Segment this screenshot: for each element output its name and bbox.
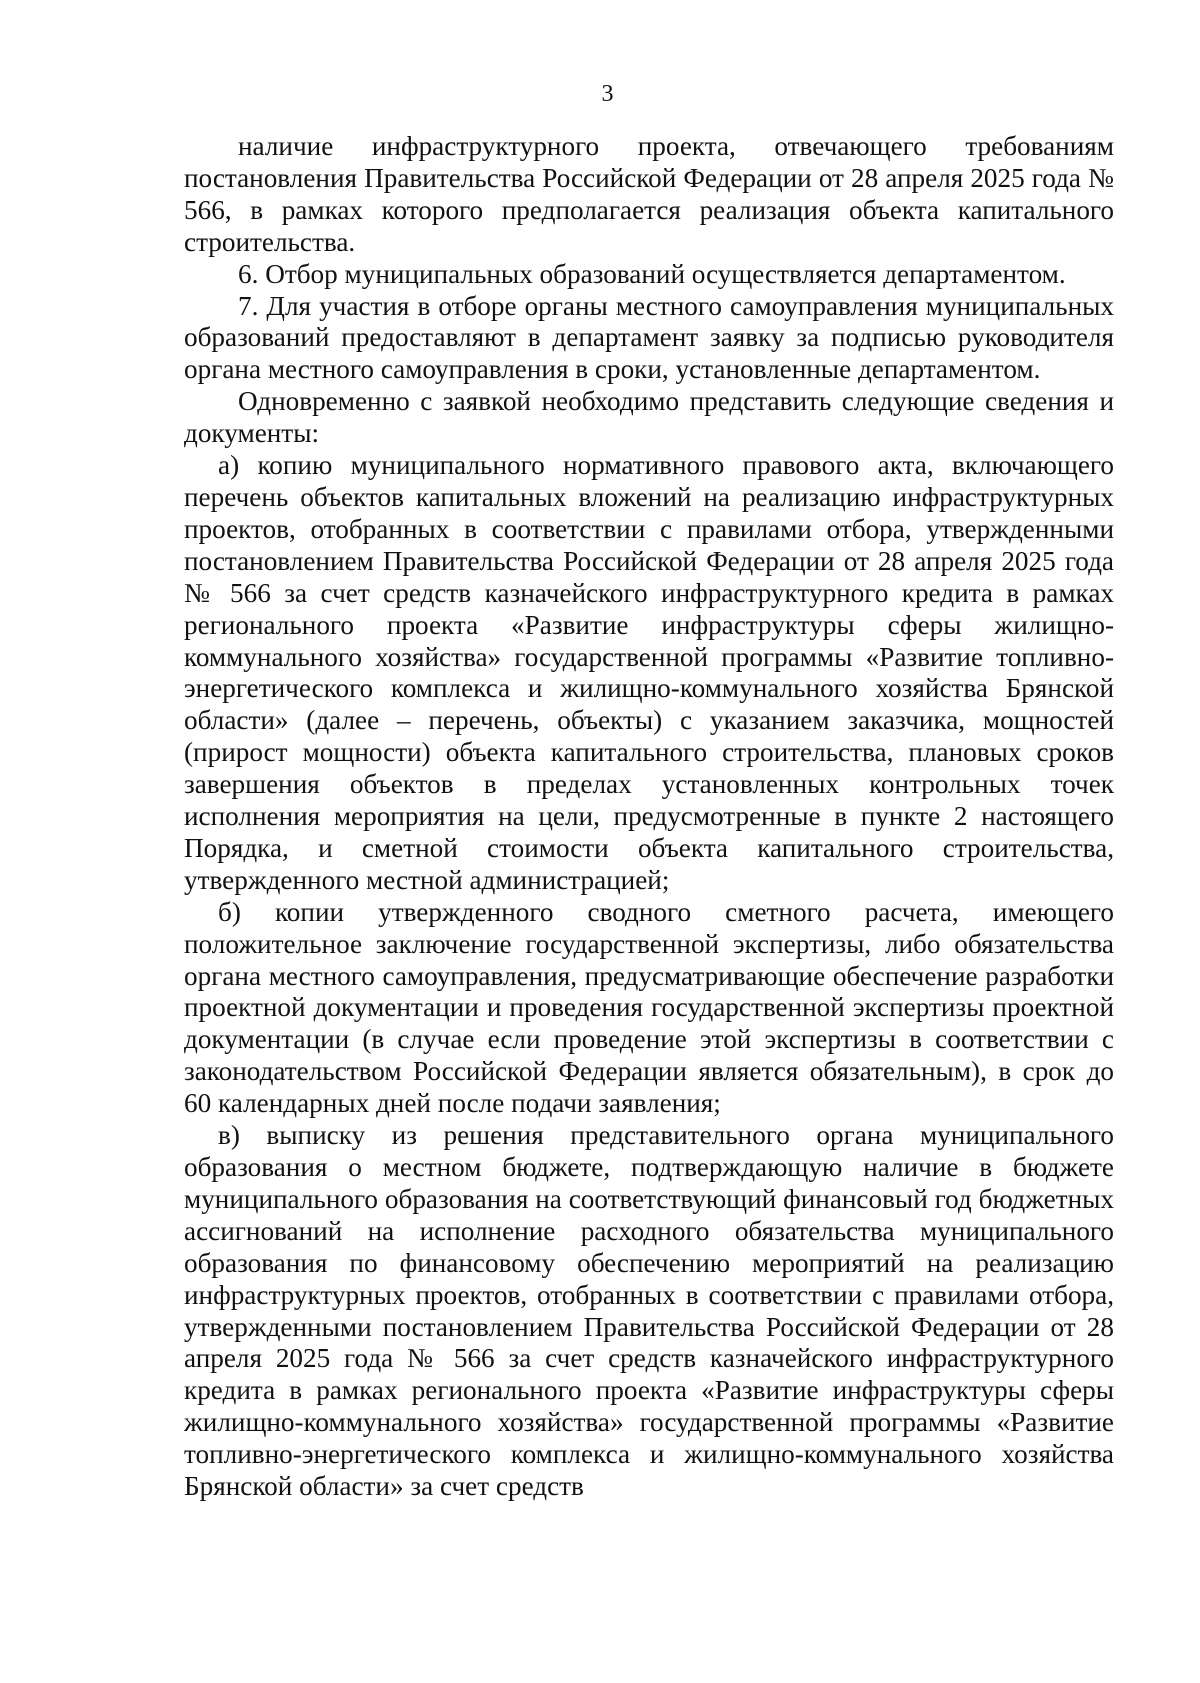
paragraph-infrastructure-project: наличие инфраструктурного проекта, отвечающего требованиям постановления Правительства Российской Федерации от 28 апреля 2025 года № 566, в рамках которого предполагается реализация объекта капитального строительства. xyxy=(184,131,1114,257)
paragraph-subitem-a: а) копию муниципального нормативного правового акта, включающего перечень объектов капитальных вложений на реализацию инфраструктурных проектов, отобранных в соответствии с правилами отбора, утвержденными постановлением Правительства Российской Федерации от 28 апреля 2025 года № 566 за счет средств казначейского инфраструктурного кредита в рамках регионального проекта «Развитие инфраструктуры сферы жилищно-коммунального хозяйства» государственной программы «Развитие топливно-энергетического комплекса и жилищно-коммунального хозяйства Брянской области» (далее – перечень, объекты) с указанием заказчика, мощностей (прирост мощности) объекта капитального строительства, плановых сроков завершения объектов в пределах установленных контрольных точек исполнения мероприятия на цели, предусмотренные в пункте 2 настоящего Порядка, и сметной стоимости объекта капитального строительства, утвержденного местной администрацией; xyxy=(184,450,1114,895)
paragraph-subitem-v: в) выписку из решения представительного органа муниципального образования о местном бюджете, подтверждающую наличие в бюджете муниципального образования на соответствующий финансовый год бюджетных ассигнований на исполнение расходного обязательства муниципального образования по финансовому обеспечению мероприятий на реализацию инфраструктурных проектов, отобранных в соответствии с правилами отбора, утвержденными постановлением Правительства Российской Федерации от 28 апреля 2025 года № 566 за счет средств казначейского инфраструктурного кредита в рамках регионального проекта «Развитие инфраструктуры сферы жилищно-коммунального хозяйства» государственной программы «Развитие топливно-энергетического комплекса и жилищно-коммунального хозяйства Брянской области» за счет средств xyxy=(184,1120,1114,1502)
paragraph-item-7: 7. Для участия в отборе органы местного самоуправления муниципальных образований предоставляют в департамент заявку за подписью руководителя органа местного самоуправления в сроки, установленные департаментом. xyxy=(184,290,1114,385)
document-body xyxy=(184,131,1114,1503)
paragraph-required-documents: Одновременно с заявкой необходимо представить следующие сведения и документы: xyxy=(184,386,1114,449)
paragraph-item-6: 6. Отбор муниципальных образований осуществляется департаментом. xyxy=(238,258,1066,289)
page-number: 3 xyxy=(601,81,614,107)
paragraph-subitem-b: б) копии утвержденного сводного сметного расчета, имеющего положительное заключение государственной экспертизы, либо обязательства органа местного самоуправления, предусматривающие обеспечение разработки проектной документации и проведения государственной экспертизы проектной документации (в случае если проведение этой экспертизы в соответствии с законодательством Российской Федерации является обязательным), в срок до 60 календарных дней после подачи заявления; xyxy=(184,896,1114,1119)
